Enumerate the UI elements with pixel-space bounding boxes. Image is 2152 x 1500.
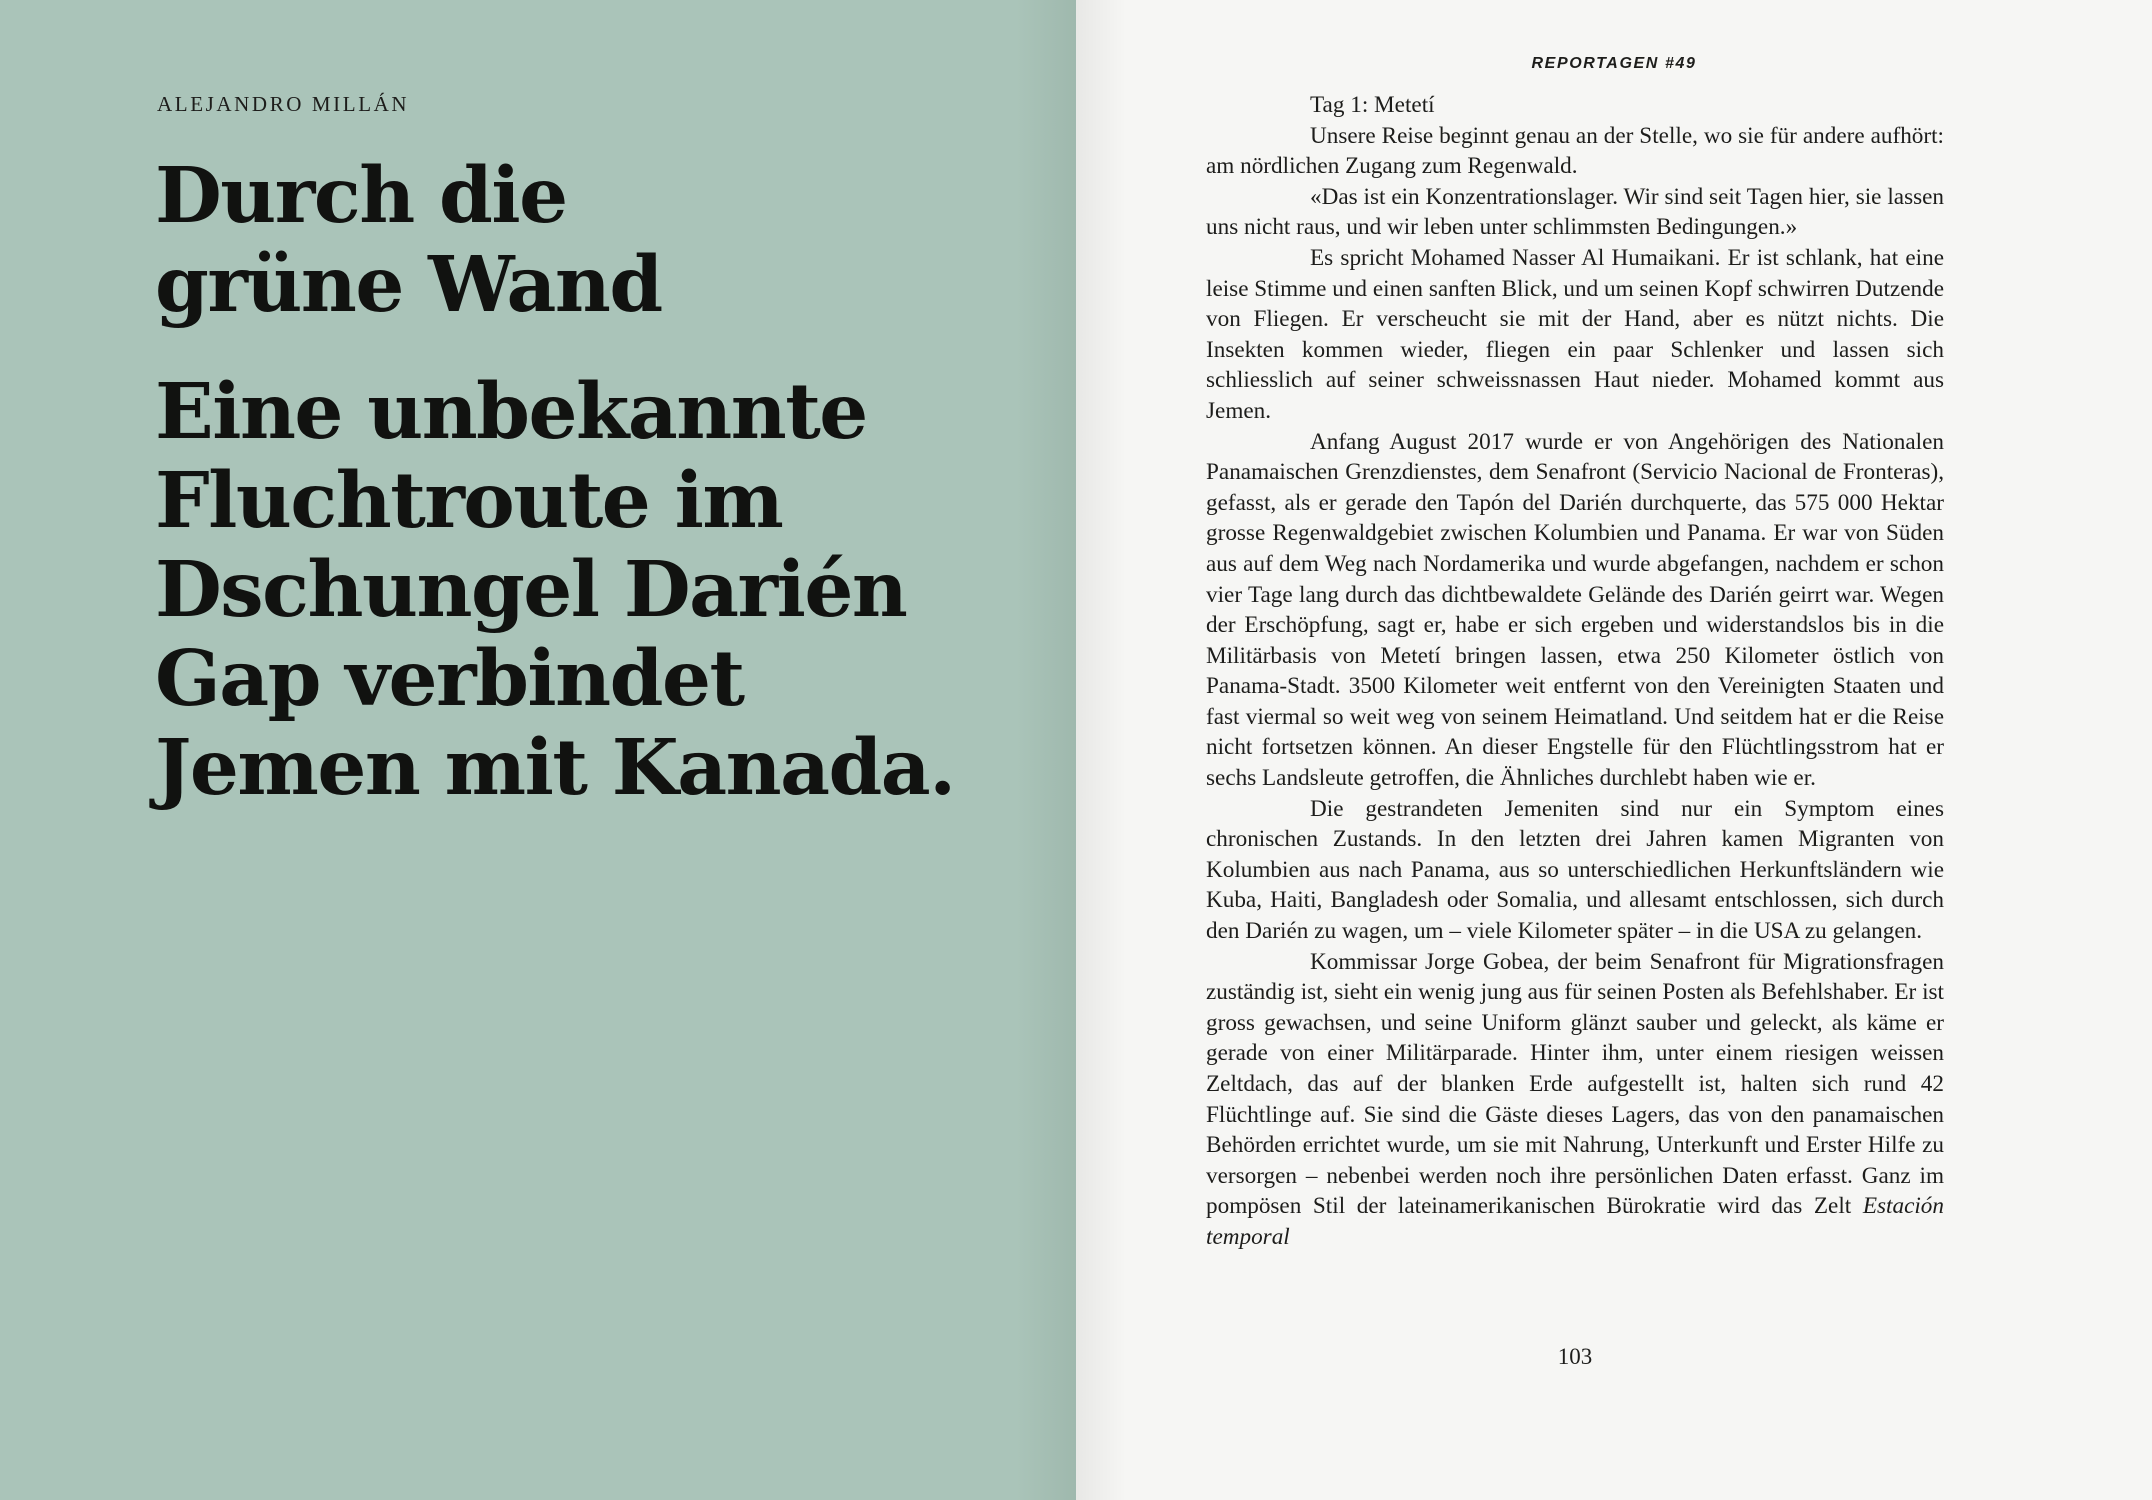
author-name: ALEJANDRO MILLÁN xyxy=(157,92,410,116)
section-heading: Tag 1: Metetí xyxy=(1310,92,1435,118)
body-paragraph: Anfang August 2017 wurde er von Angehörigen des Nationalen Panamaischen Grenzdienstes, dem Senafront (Servicio Nacional de Fronteras), gefasst, als er gerade den Tapón del Darién durchquerte, das 575 000 Hektar grosse Regenwaldgebiet zwischen Kolumbien und Panama. Er war von Süden aus auf dem Weg nach Nordamerika und wurde abgefangen, nachdem er schon vier Tage lang durch das dichtbewaldete Gelände des Darién geirrt war. Wegen der Erschöpfung, sagt er, habe er sich ergeben und widerstandslos bis in die Militärbasis von Metetí bringen lassen, etwa 250 Kilometer östlich von Panama-Stadt. 3500 Kilometer weit entfernt von den Vereinigten Staaten und fast viermal so weit weg von seinem Heimatland. Und seitdem hat er die Reise nicht fortsetzen können. An dieser Engstelle für den Flüchtlingsstrom hat er sechs Landsleute getroffen, die Ähnliches durchlebt haben wie er. xyxy=(1206,428,1944,792)
page-number: 103 xyxy=(1557,1344,1593,1369)
article-body xyxy=(1206,90,1944,1253)
subtitle-line: Jemen mit Kanada. xyxy=(155,723,955,813)
subtitle-line: Eine unbekannte xyxy=(155,367,867,457)
subtitle-line: Gap verbindet xyxy=(155,634,744,724)
body-paragraph xyxy=(1206,947,1944,1253)
subtitle-line: Dschungel Darién xyxy=(155,545,907,635)
body-paragraph: Es spricht Mohamed Nasser Al Humaikani. Er ist schlank, hat eine leise Stimme und einen sanften Blick, und um seinen Kopf schwirren Dutzende von Fliegen. Er verscheucht sie mit der Hand, aber es nützt nichts. Die Insekten kommen wieder, fliegen ein paar Schlenker und lassen sich schliesslich auf seiner schweissnassen Haut nieder. Mohamed kommt aus Jemen. xyxy=(1206,244,1944,424)
body-paragraph: «Das ist ein Konzentrationslager. Wir sind seit Tagen hier, sie lassen uns nicht raus, und wir leben unter schlimmsten Bedingungen.» xyxy=(1206,183,1944,241)
subtitle-line: Fluchtroute im xyxy=(155,456,783,546)
body-paragraph: Die gestrandeten Jemeniten sind nur ein Symptom eines chronischen Zustands. In den letzten drei Jahren kamen Migranten von Kolumbien aus nach Panama, aus so unterschiedlichen Herkunftsländern wie Kuba, Haiti, Bangladesh oder Somalia, und allesamt entschlossen, sich durch den Darién zu wagen, um – viele Kilometer später – in die USA zu gelangen. xyxy=(1206,795,1944,945)
title-line: grüne Wand xyxy=(155,240,662,330)
body-paragraph: Unsere Reise beginnt genau an der Stelle, wo sie für andere aufhört: am nördlichen Zugang zum Regenwald. xyxy=(1206,122,1944,180)
body-paragraph-text: Kommissar Jorge Gobea, der beim Senafront für Migrationsfragen zuständig ist, sieht ein wenig jung aus für seinen Posten als Befehlshaber. Er ist gross gewachsen, und seine Uniform glänzt sauber und geleckt, als käme er gerade von einer Militärparade. Hinter ihm, unter einem riesigen weissen Zeltdach, das auf der blanken Erde aufgestellt ist, halten sich rund 42 Flüchtlinge auf. Sie sind die Gäste dieses Lagers, das von den panamaischen Behörden errichtet wurde, um sie mit Nahrung, Unterkunft und Erster Hilfe zu versorgen – nebenbei werden noch ihre persönlichen Daten erfasst. Ganz im pompösen Stil der lateinamerikanischen Bürokratie wird das Zelt xyxy=(1206,948,1944,1220)
article-title xyxy=(155,152,1035,330)
article-subtitle xyxy=(155,368,1055,813)
running-head: REPORTAGEN #49 xyxy=(1531,55,1697,72)
title-line: Durch die xyxy=(155,151,567,241)
italic-term: Estación temporal xyxy=(1206,1193,1944,1250)
